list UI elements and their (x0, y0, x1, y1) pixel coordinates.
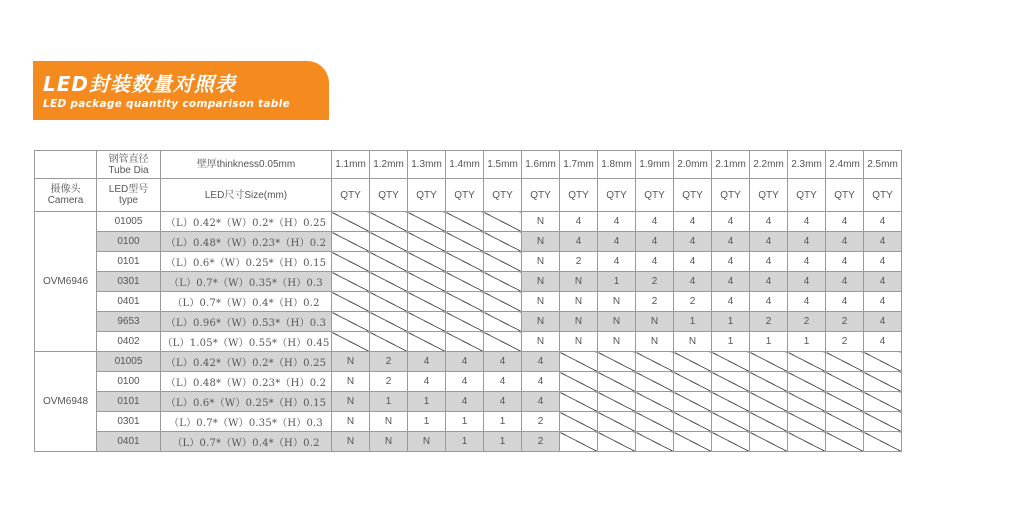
qty-cell: 4 (636, 252, 674, 272)
qty-header-cell: QTY (484, 179, 522, 212)
not-applicable-cell (636, 392, 674, 412)
qty-cell: 4 (750, 252, 788, 272)
qty-cell: 4 (712, 272, 750, 292)
led-size-cell: （L）0.6*（W）0.25*（H）0.15 (161, 252, 332, 272)
qty-header-cell: QTY (446, 179, 484, 212)
not-applicable-cell (788, 412, 826, 432)
not-applicable-cell (788, 392, 826, 412)
qty-cell: 4 (636, 212, 674, 232)
qty-cell: 1 (788, 332, 826, 352)
qty-cell: 4 (864, 232, 902, 252)
qty-cell: 1 (598, 272, 636, 292)
qty-cell: 4 (712, 232, 750, 252)
qty-header-cell: QTY (712, 179, 750, 212)
led-type-cell: 0101 (97, 252, 161, 272)
table-row (35, 352, 902, 372)
not-applicable-cell (864, 392, 902, 412)
not-applicable-cell (408, 252, 446, 272)
not-applicable-cell (712, 352, 750, 372)
qty-cell: 4 (674, 252, 712, 272)
led-type-header (97, 179, 161, 212)
not-applicable-cell (598, 352, 636, 372)
tube-dia-header (97, 151, 161, 179)
led-type-cell: 01005 (97, 212, 161, 232)
qty-cell: 4 (484, 352, 522, 372)
not-applicable-cell (598, 392, 636, 412)
not-applicable-cell (446, 332, 484, 352)
qty-cell: 4 (826, 272, 864, 292)
diameter-header-cell: 2.1mm (712, 151, 750, 179)
qty-cell: N (522, 332, 560, 352)
tube-dia-en: Tube Dia (108, 164, 149, 176)
not-applicable-cell (370, 312, 408, 332)
qty-cell: 4 (788, 232, 826, 252)
qty-cell: 1 (484, 432, 522, 452)
camera-cn: 摄像头 (50, 184, 81, 195)
not-applicable-cell (750, 412, 788, 432)
banner-subtitle: LED package quantity comparison table (43, 98, 290, 110)
not-applicable-cell (560, 372, 598, 392)
not-applicable-cell (864, 412, 902, 432)
qty-cell: 4 (598, 252, 636, 272)
qty-cell: 2 (560, 252, 598, 272)
qty-cell: N (560, 292, 598, 312)
led-type-cell: 0101 (97, 392, 161, 412)
qty-cell: 4 (712, 292, 750, 312)
thickness-header: 壁厚thinkness0.05mm (161, 151, 332, 179)
not-applicable-cell (370, 252, 408, 272)
header-blank-cell (35, 151, 97, 179)
diameter-header-cell: 1.4mm (446, 151, 484, 179)
qty-cell: 4 (788, 272, 826, 292)
qty-cell: 4 (826, 252, 864, 272)
led-type-cell: 0401 (97, 432, 161, 452)
qty-cell: N (522, 292, 560, 312)
qty-cell: 4 (864, 252, 902, 272)
table-row (35, 332, 902, 352)
qty-cell: N (522, 232, 560, 252)
not-applicable-cell (788, 372, 826, 392)
not-applicable-cell (408, 272, 446, 292)
not-applicable-cell (826, 352, 864, 372)
comparison-table (34, 150, 902, 452)
qty-cell: 1 (446, 412, 484, 432)
led-type-cell: 01005 (97, 352, 161, 372)
qty-cell: 4 (788, 292, 826, 312)
qty-cell: 4 (788, 212, 826, 232)
table-row (35, 312, 902, 332)
not-applicable-cell (712, 432, 750, 452)
not-applicable-cell (636, 352, 674, 372)
qty-cell: 2 (636, 292, 674, 312)
diameter-header-cell: 1.5mm (484, 151, 522, 179)
diameter-header-cell: 1.7mm (560, 151, 598, 179)
led-type-cell: 0100 (97, 232, 161, 252)
table-row (35, 252, 902, 272)
qty-cell: 2 (370, 352, 408, 372)
not-applicable-cell (826, 372, 864, 392)
qty-cell: 4 (674, 212, 712, 232)
diameter-header-cell: 1.9mm (636, 151, 674, 179)
qty-cell: 4 (522, 372, 560, 392)
table-row (35, 392, 902, 412)
qty-cell: N (560, 312, 598, 332)
diameter-header-cell: 1.1mm (332, 151, 370, 179)
qty-cell: N (560, 332, 598, 352)
qty-cell: 4 (446, 352, 484, 372)
not-applicable-cell (332, 252, 370, 272)
not-applicable-cell (674, 412, 712, 432)
table-row (35, 232, 902, 252)
not-applicable-cell (446, 232, 484, 252)
camera-en: Camera (47, 195, 84, 206)
header-row-qty (35, 179, 902, 212)
not-applicable-cell (598, 432, 636, 452)
qty-cell: N (598, 332, 636, 352)
qty-header-cell: QTY (408, 179, 446, 212)
not-applicable-cell (826, 392, 864, 412)
qty-cell: 2 (750, 312, 788, 332)
qty-cell: 2 (826, 312, 864, 332)
led-type-cn: LED型号 (108, 184, 149, 195)
not-applicable-cell (636, 412, 674, 432)
qty-cell: N (408, 432, 446, 452)
qty-cell: 4 (560, 212, 598, 232)
qty-cell: 4 (864, 212, 902, 232)
led-size-cell: （L）0.7*（W）0.4*（H）0.2 (161, 432, 332, 452)
not-applicable-cell (864, 432, 902, 452)
not-applicable-cell (826, 432, 864, 452)
not-applicable-cell (674, 392, 712, 412)
header-row-diameter (35, 151, 902, 179)
qty-cell: 4 (674, 232, 712, 252)
qty-cell: 4 (712, 252, 750, 272)
not-applicable-cell (864, 352, 902, 372)
not-applicable-cell (446, 272, 484, 292)
qty-header-cell: QTY (560, 179, 598, 212)
qty-cell: 4 (598, 232, 636, 252)
not-applicable-cell (484, 312, 522, 332)
not-applicable-cell (484, 272, 522, 292)
not-applicable-cell (484, 212, 522, 232)
not-applicable-cell (750, 372, 788, 392)
led-type-cell: 0100 (97, 372, 161, 392)
qty-header-cell: QTY (674, 179, 712, 212)
not-applicable-cell (560, 412, 598, 432)
qty-cell: N (522, 252, 560, 272)
not-applicable-cell (560, 352, 598, 372)
not-applicable-cell (370, 212, 408, 232)
qty-cell: 4 (446, 372, 484, 392)
not-applicable-cell (674, 432, 712, 452)
qty-cell: N (332, 432, 370, 452)
qty-cell: 4 (674, 272, 712, 292)
led-type-en: type (119, 195, 138, 206)
qty-cell: 1 (484, 412, 522, 432)
qty-header-cell: QTY (370, 179, 408, 212)
qty-cell: N (674, 332, 712, 352)
banner-title: LED封装数量对照表 (43, 72, 237, 96)
qty-cell: 4 (484, 392, 522, 412)
not-applicable-cell (484, 332, 522, 352)
led-size-cell: （L）0.42*（W）0.2*（H）0.25 (161, 352, 332, 372)
qty-cell: N (332, 392, 370, 412)
not-applicable-cell (332, 312, 370, 332)
qty-cell: 4 (864, 292, 902, 312)
qty-cell: 2 (370, 372, 408, 392)
not-applicable-cell (332, 292, 370, 312)
not-applicable-cell (712, 372, 750, 392)
qty-cell: 4 (484, 372, 522, 392)
diameter-header-cell: 2.0mm (674, 151, 712, 179)
led-type-cell: 0402 (97, 332, 161, 352)
led-size-cell: （L）0.7*（W）0.35*（H）0.3 (161, 412, 332, 432)
diameter-header-cell: 2.3mm (788, 151, 826, 179)
qty-cell: N (332, 372, 370, 392)
qty-cell: N (560, 272, 598, 292)
qty-cell: N (522, 272, 560, 292)
qty-cell: 4 (788, 252, 826, 272)
not-applicable-cell (788, 432, 826, 452)
qty-cell: 4 (560, 232, 598, 252)
not-applicable-cell (446, 292, 484, 312)
not-applicable-cell (750, 352, 788, 372)
qty-cell: 2 (636, 272, 674, 292)
qty-cell: 4 (408, 372, 446, 392)
qty-header-cell: QTY (522, 179, 560, 212)
qty-cell: 1 (712, 312, 750, 332)
diameter-header-cell: 1.8mm (598, 151, 636, 179)
qty-cell: N (370, 432, 408, 452)
qty-cell: N (598, 312, 636, 332)
led-size-cell: （L）0.96*（W）0.53*（H）0.3 (161, 312, 332, 332)
qty-cell: 4 (446, 392, 484, 412)
not-applicable-cell (332, 272, 370, 292)
qty-cell: 4 (750, 292, 788, 312)
qty-cell: N (636, 312, 674, 332)
tube-dia-cn: 钢管直径 (108, 153, 149, 165)
led-size-cell: （L）0.48*（W）0.23*（H）0.2 (161, 232, 332, 252)
camera-cell: OVM6948 (35, 352, 97, 452)
qty-cell: N (522, 212, 560, 232)
qty-cell: 4 (712, 212, 750, 232)
led-size-cell: （L）1.05*（W）0.55*（H）0.45 (161, 332, 332, 352)
diameter-header-cell: 1.3mm (408, 151, 446, 179)
qty-cell: N (636, 332, 674, 352)
not-applicable-cell (484, 232, 522, 252)
qty-cell: N (370, 412, 408, 432)
not-applicable-cell (598, 412, 636, 432)
table-row (35, 372, 902, 392)
not-applicable-cell (598, 372, 636, 392)
led-size-cell: （L）0.48*（W）0.23*（H）0.2 (161, 372, 332, 392)
qty-cell: 1 (408, 412, 446, 432)
qty-cell: 4 (750, 212, 788, 232)
qty-header-cell: QTY (750, 179, 788, 212)
qty-cell: N (598, 292, 636, 312)
led-size-header: LED尺寸Size(mm) (161, 179, 332, 212)
not-applicable-cell (788, 352, 826, 372)
qty-cell: 4 (598, 212, 636, 232)
qty-cell: 4 (864, 272, 902, 292)
diameter-header-cell: 2.5mm (864, 151, 902, 179)
not-applicable-cell (446, 252, 484, 272)
qty-cell: 2 (674, 292, 712, 312)
led-type-cell: 0301 (97, 272, 161, 292)
qty-cell: 1 (750, 332, 788, 352)
qty-cell: 2 (522, 412, 560, 432)
not-applicable-cell (750, 392, 788, 412)
diameter-header-cell: 2.2mm (750, 151, 788, 179)
led-type-cell: 0301 (97, 412, 161, 432)
diameter-header-cell: 1.2mm (370, 151, 408, 179)
qty-cell: 1 (370, 392, 408, 412)
qty-header-cell: QTY (864, 179, 902, 212)
table-row (35, 212, 902, 232)
not-applicable-cell (408, 232, 446, 252)
not-applicable-cell (446, 212, 484, 232)
qty-cell: N (522, 312, 560, 332)
qty-header-cell: QTY (636, 179, 674, 212)
diameter-header-cell: 2.4mm (826, 151, 864, 179)
not-applicable-cell (370, 272, 408, 292)
not-applicable-cell (370, 292, 408, 312)
led-size-cell: （L）0.6*（W）0.25*（H）0.15 (161, 392, 332, 412)
not-applicable-cell (332, 332, 370, 352)
qty-cell: 4 (864, 332, 902, 352)
qty-cell: 4 (636, 232, 674, 252)
led-type-cell: 9653 (97, 312, 161, 332)
not-applicable-cell (408, 292, 446, 312)
table-row (35, 412, 902, 432)
not-applicable-cell (484, 252, 522, 272)
qty-cell: 2 (788, 312, 826, 332)
qty-cell: 4 (750, 272, 788, 292)
camera-header (35, 179, 97, 212)
not-applicable-cell (408, 332, 446, 352)
qty-cell: 4 (522, 352, 560, 372)
led-size-cell: （L）0.7*（W）0.4*（H）0.2 (161, 292, 332, 312)
led-size-cell: （L）0.7*（W）0.35*（H）0.3 (161, 272, 332, 292)
qty-cell: N (332, 352, 370, 372)
not-applicable-cell (332, 212, 370, 232)
not-applicable-cell (446, 312, 484, 332)
not-applicable-cell (674, 372, 712, 392)
qty-cell: 1 (674, 312, 712, 332)
qty-header-cell: QTY (598, 179, 636, 212)
qty-header-cell: QTY (788, 179, 826, 212)
qty-cell: N (332, 412, 370, 432)
not-applicable-cell (560, 432, 598, 452)
not-applicable-cell (408, 312, 446, 332)
table-row (35, 292, 902, 312)
led-size-cell: （L）0.42*（W）0.2*（H）0.25 (161, 212, 332, 232)
not-applicable-cell (370, 332, 408, 352)
not-applicable-cell (826, 412, 864, 432)
not-applicable-cell (674, 352, 712, 372)
not-applicable-cell (408, 212, 446, 232)
not-applicable-cell (484, 292, 522, 312)
qty-cell: 2 (826, 332, 864, 352)
title-banner (33, 61, 329, 120)
not-applicable-cell (636, 432, 674, 452)
not-applicable-cell (370, 232, 408, 252)
qty-cell: 4 (826, 212, 864, 232)
not-applicable-cell (712, 392, 750, 412)
qty-cell: 4 (826, 232, 864, 252)
qty-cell: 2 (522, 432, 560, 452)
qty-cell: 4 (826, 292, 864, 312)
not-applicable-cell (636, 372, 674, 392)
qty-cell: 1 (712, 332, 750, 352)
not-applicable-cell (332, 232, 370, 252)
not-applicable-cell (560, 392, 598, 412)
qty-cell: 4 (864, 312, 902, 332)
diameter-header-cell: 1.6mm (522, 151, 560, 179)
led-type-cell: 0401 (97, 292, 161, 312)
table-row (35, 432, 902, 452)
qty-cell: 4 (750, 232, 788, 252)
not-applicable-cell (750, 432, 788, 452)
qty-header-cell: QTY (332, 179, 370, 212)
qty-cell: 1 (408, 392, 446, 412)
qty-header-cell: QTY (826, 179, 864, 212)
not-applicable-cell (712, 412, 750, 432)
qty-cell: 4 (522, 392, 560, 412)
table-row (35, 272, 902, 292)
qty-cell: 4 (408, 352, 446, 372)
not-applicable-cell (864, 372, 902, 392)
qty-cell: 1 (446, 432, 484, 452)
camera-cell: OVM6946 (35, 212, 97, 352)
